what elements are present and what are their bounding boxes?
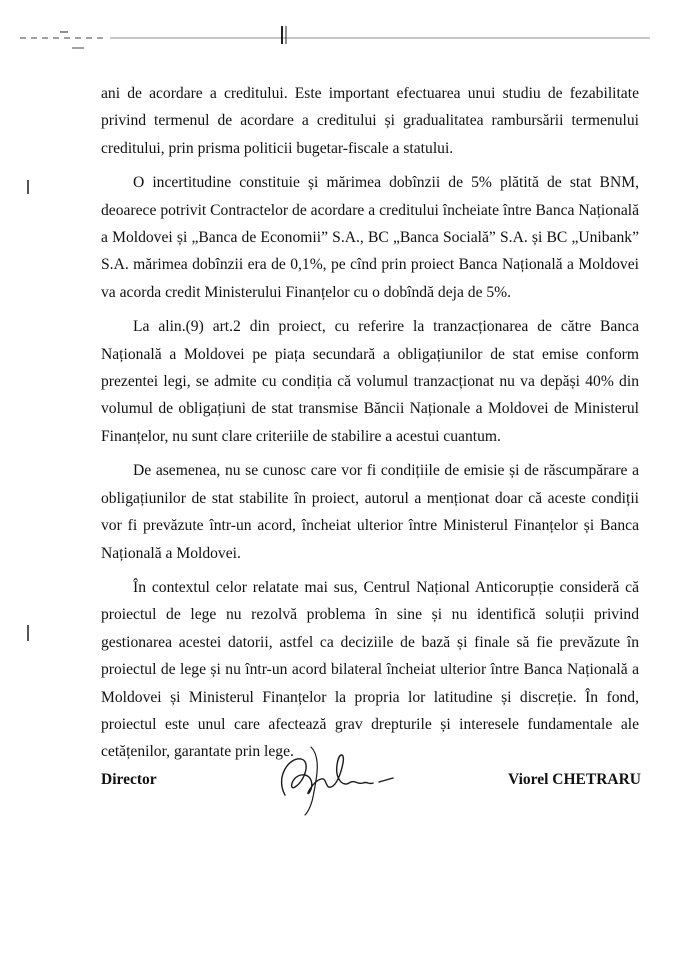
paragraph: De asemenea, nu se cunosc care vor fi condițiile de emisie și de răscumpărare a obligațiunilor de stat stabilite în proiect, autorul a menționat doar că aceste condiții vor fi prevăzute într-un acord, încheiat ulterior între Ministerul Finanțelor și Banca Națională a Moldovei.: [101, 462, 639, 562]
margin-mark: [27, 625, 29, 641]
handwritten-signature: [271, 737, 401, 817]
paragraph: ani de acordare a creditului. Este important efectuarea unui studiu de fezabilitate privind termenul de acordare a creditului și gradualitatea rambursării termenului creditului, prin prisma politicii bugetar-fiscale a statului.: [101, 85, 639, 157]
paragraph: În contextul celor relatate mai sus, Centrul Național Anticorupție consideră că proiectul de lege nu rezolvă problema în sine și nu identifică soluții privind gestionarea acestei datorii, astfel ca deciziile de bază și finale să fie prevăzute în proiectul de lege și nu într-un acord bilateral încheiat ulterior între Banca Națională a Moldovei și Ministerul Finanțelor la propria lor latitudine și discreție. În fond, proiectul este unul care afectează grav drepturile și interesele fundamentale ale cetățenilor, garantate prin lege.: [101, 578, 639, 761]
paragraph: La alin.(9) art.2 din proiect, cu referire la tranzacționarea de către Banca Națională a Moldovei pe piața secundară a obligațiunilor de stat emise conform prezentei legi, se admite cu condiția că volumul tranzacționat nu va depăși 40% din volumul de obligațiuni de stat transmise Băncii Naționale a Moldovei de Ministerul Finanțelor, nu sunt clare criteriile de stabilire a acestui cuantum.: [101, 318, 639, 445]
margin-mark: [27, 180, 29, 194]
signature-block: [101, 765, 641, 835]
signatory-title: Director: [101, 771, 157, 788]
signatory-name: Viorel CHETRARU: [507, 771, 641, 788]
document-body: [101, 80, 639, 773]
paragraph: O incertitudine constituie și mărimea dobînzii de 5% plătită de stat BNM, deoarece potrivit Contractelor de acordare a creditului încheiate între Banca Națională a Moldovei și „Banca de Economii” S.A., BC „Banca Socială” S.A. și BC „Unibank” S.A. mărimea dobînzii era de 0,1%, pe cînd prin proiect Banca Națională a Moldovei va acorda credit Ministerului Finanțelor cu o dobîndă deja de 5%.: [101, 174, 639, 301]
scan-header-artifacts: [0, 0, 682, 60]
